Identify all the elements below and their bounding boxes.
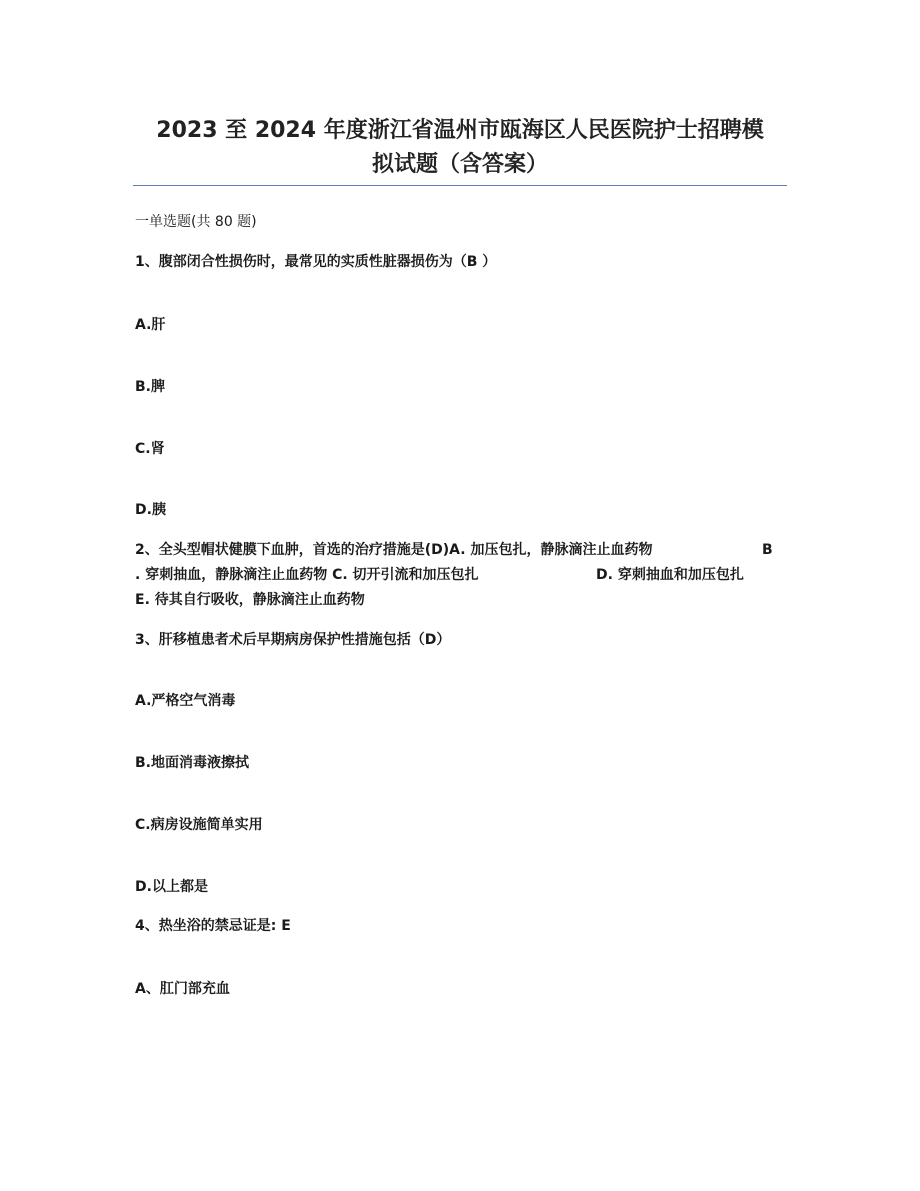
- question-3-option-a: A.严格空气消毒: [135, 693, 236, 709]
- question-1-option-d: D.胰: [135, 502, 166, 518]
- question-1-stem: 1、腹部闭合性损伤时，最常见的实质性脏器损伤为（B ）: [135, 254, 497, 270]
- document-title-line2: 拟试题（含答案）: [371, 152, 548, 177]
- question-1-option-b: B.脾: [135, 379, 165, 395]
- question-3-option-c: C.病房设施简单实用: [135, 817, 263, 833]
- question-1-option-c: C.肾: [135, 441, 165, 457]
- question-1-option-a: A.肝: [135, 317, 166, 333]
- question-3-option-d: D.以上都是: [135, 879, 208, 895]
- question-2-line1-option-b-letter: B: [762, 542, 773, 558]
- document-title-line1: 2023 至 2024 年度浙江省温州市瓯海区人民医院护士招聘模: [156, 118, 764, 143]
- question-2-line2-option-d: D. 穿刺抽血和加压包扎: [596, 567, 744, 583]
- title-divider: [133, 185, 787, 186]
- question-3-stem: 3、肝移植患者术后早期病房保护性措施包括（D）: [135, 632, 451, 648]
- question-4-stem: 4、热坐浴的禁忌证是: E: [135, 918, 291, 934]
- question-2-line1-text: 2、全头型帽状健膜下血肿，首选的治疗措施是(D)A. 加压包扎，静脉滴注止血药物: [135, 542, 653, 558]
- section-heading: 一单选题(共 80 题): [135, 214, 257, 230]
- question-3-option-b: B.地面消毒液擦拭: [135, 755, 249, 771]
- question-2-line2-text: . 穿刺抽血，静脉滴注止血药物 C. 切开引流和加压包扎: [135, 567, 479, 583]
- question-2-line3-option-e: E. 待其自行吸收，静脉滴注止血药物: [135, 592, 365, 608]
- question-4-option-a: A、肛门部充血: [135, 981, 230, 997]
